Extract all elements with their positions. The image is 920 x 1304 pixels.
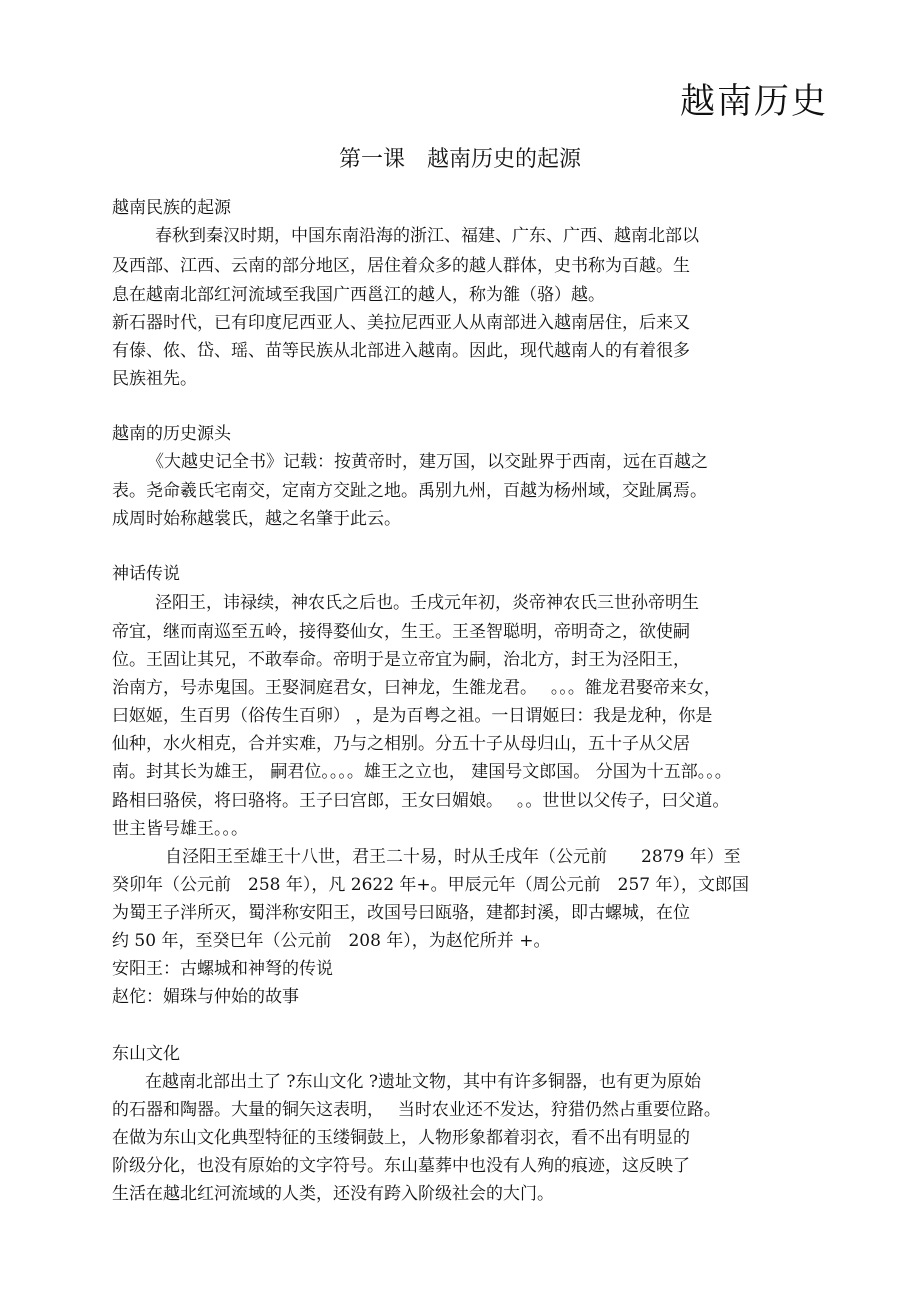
paragraph-line: 南。封其长为雄王， 嗣君位。。。。雄王之立也， 建国号文郎国。 分国为十五部。。。	[112, 762, 732, 782]
paragraph-line: 赵佗：媚珠与仲始的故事	[112, 987, 299, 1007]
section-heading: 东山文化	[112, 1044, 180, 1064]
paragraph-line: 帝宜，继而南巡至五岭，接得婺仙女，生王。王圣智聪明，帝明奇之，欲使嗣	[112, 622, 690, 642]
document-title: 越南历史	[679, 82, 828, 122]
section-heading: 越南民族的起源	[112, 198, 231, 218]
paragraph-line: 安阳王：古螺城和神弩的传说	[112, 959, 333, 979]
lesson-number: 第一课	[338, 147, 405, 172]
paragraph-line: 息在越南北部红河流域至我国广西邕江的越人，称为雒（骆）越。	[112, 285, 605, 305]
paragraph-line: 为蜀王子泮所灭，蜀泮称安阳王，改国号曰瓯骆，建都封溪，即古螺城，在位	[112, 903, 690, 923]
paragraph-line: 世主皆号雄王。。。	[112, 819, 248, 839]
section-heading: 越南的历史源头	[112, 424, 231, 444]
paragraph-line: 阶级分化，也没有原始的文字符号。东山墓葬中也没有人殉的痕迹，这反映了	[112, 1156, 690, 1176]
paragraph-line: 路相曰骆侯，将曰骆将。王子曰宫郎，王女曰媚娘。 。。世世以父传子，曰父道。	[112, 791, 730, 811]
paragraph-line: 春秋到秦汉时期，中国东南沿海的浙江、福建、广东、广西、越南北部以	[155, 226, 699, 246]
paragraph-line: 新石器时代，已有印度尼西亚人、美拉尼西亚人从南部进入越南居住，后来又	[112, 313, 690, 333]
paragraph-line: 自泾阳王至雄王十八世，君王二十易，时从壬戌年（公元前 2879 年）至	[165, 847, 741, 867]
paragraph-line: 在越南北部出土了 ?东山文化 ?遗址文物，其中有许多铜器，也有更为原始	[145, 1072, 702, 1092]
paragraph-line: 有傣、侬、岱、瑶、苗等民族从北部进入越南。因此，现代越南人的有着很多	[112, 341, 690, 361]
paragraph-line: 成周时始称越裳氏，越之名肇于此云。	[112, 509, 401, 529]
section-heading: 神话传说	[112, 564, 180, 584]
paragraph-line: 约 50 年，至癸巳年（公元前 208 年），为赵佗所并 +。	[112, 931, 551, 951]
paragraph-line: 曰妪姬，生百男（俗传生百卵） ，是为百粤之祖。一日谓姬曰：我是龙种，你是	[112, 706, 713, 726]
paragraph-line: 《大越史记全书》记载：按黄帝时，建万国，以交趾界于西南，远在百越之	[147, 452, 708, 472]
paragraph-line: 癸卯年（公元前 258 年），凡 2622 年+。甲辰元年（周公元前 257 年），文郎国	[112, 875, 750, 895]
paragraph-line: 表。尧命羲氏宅南交，定南方交趾之地。禹别九州，百越为杨州域，交趾属焉。	[112, 481, 707, 501]
paragraph-line: 民族祖先。	[112, 369, 197, 389]
paragraph-line: 泾阳王，讳禄续，神农氏之后也。壬戌元年初，炎帝神农氏三世孙帝明生	[155, 593, 699, 613]
lesson-name: 越南历史的起源	[427, 147, 582, 172]
paragraph-line: 位。王固让其兄，不敢奉命。帝明于是立帝宜为嗣，治北方，封王为泾阳王，	[112, 650, 690, 670]
paragraph-line: 仙种，水火相克，合并实难，乃与之相别。分五十子从母归山，五十子从父居	[112, 734, 690, 754]
paragraph-line: 生活在越北红河流域的人类，还没有跨入阶级社会的大门。	[112, 1184, 554, 1204]
paragraph-line: 在做为东山文化典型特征的玉缕铜鼓上，人物形象都着羽衣，看不出有明显的	[112, 1128, 690, 1148]
paragraph-line: 的石器和陶器。大量的铜矢这表明， 当时农业还不发达，狩猎仍然占重要位路。	[112, 1100, 721, 1120]
paragraph-line: 治南方，号赤鬼国。王娶洞庭君女，曰神龙，生雒龙君。 。。。雒龙君娶帝来女，	[112, 678, 721, 698]
lesson-title	[0, 142, 920, 173]
paragraph-line: 及西部、江西、云南的部分地区，居住着众多的越人群体，史书称为百越。生	[112, 256, 690, 276]
